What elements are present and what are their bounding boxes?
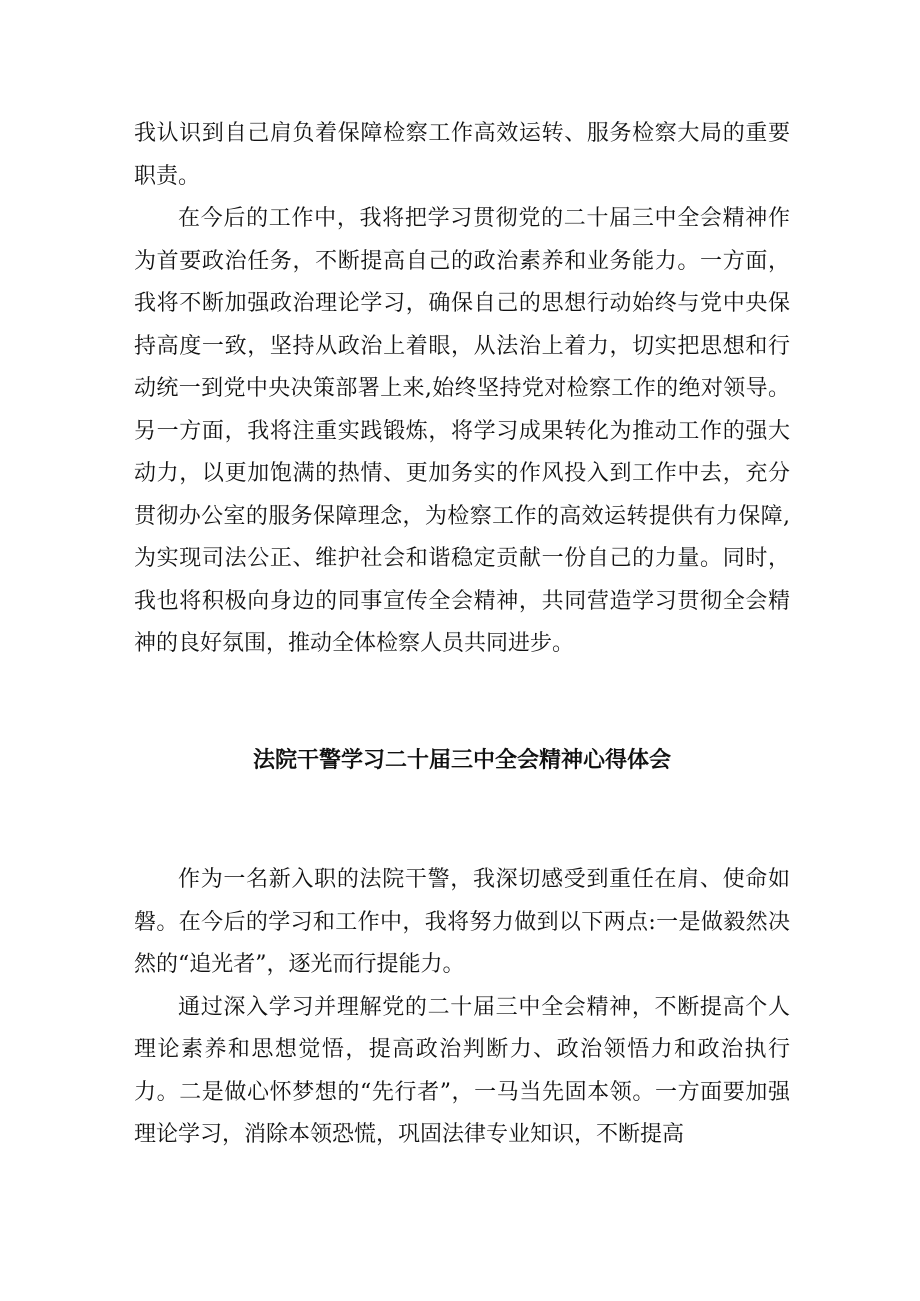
paragraph-continuation: 我认识到自己肩负着保障检察工作高效运转、服务检察大局的重要职责。 bbox=[134, 121, 790, 189]
section-a-body bbox=[134, 113, 790, 666]
article-title: 法院干警学习二十届三中全会精神心得体会 bbox=[252, 748, 671, 773]
paragraph-new-officer: 作为一名新入职的法院干警，我深切感受到重任在肩、使命如磐。在今后的学习和工作中，我将努力做到以下两点:一是做毅然决然的“追光者”，逐光而行提能力。 bbox=[134, 867, 790, 977]
paragraph-deep-study: 通过深入学习并理解党的二十届三中全会精神，不断提高个人理论素养和思想觉悟，提高政治判断力、政治领悟力和政治执行力。二是做心怀梦想的“先行者”，一马当先固本领。一方面要加强理论学习，消除本领恐慌，巩固法律专业知识，不断提高 bbox=[134, 994, 790, 1147]
section-b-body bbox=[134, 859, 790, 1157]
paragraph-future-work: 在今后的工作中，我将把学习贯彻党的二十届三中全会精神作为首要政治任务，不断提高自己的政治素养和业务能力。一方面，我将不断加强政治理论学习，确保自己的思想行动始终与党中央保持高度一致，坚持从政治上着眼，从法治上着力，切实把思想和行动统一到党中央决策部署上来,始终坚持党对检察工作的绝对领导。另一方面，我将注重实践锻炼，将学习成果转化为推动工作的强大动力，以更加饱满的热情、更加务实的作风投入到工作中去，充分贯彻办公室的服务保障理念，为检察工作的高效运转提供有力保障,为实现司法公正、维护社会和谐稳定贡献一份自己的力量。同时，我也将积极向身边的同事宣传全会精神，共同营造学习贯彻全会精神的良好氛围，推动全体检察人员共同进步。 bbox=[134, 206, 790, 656]
